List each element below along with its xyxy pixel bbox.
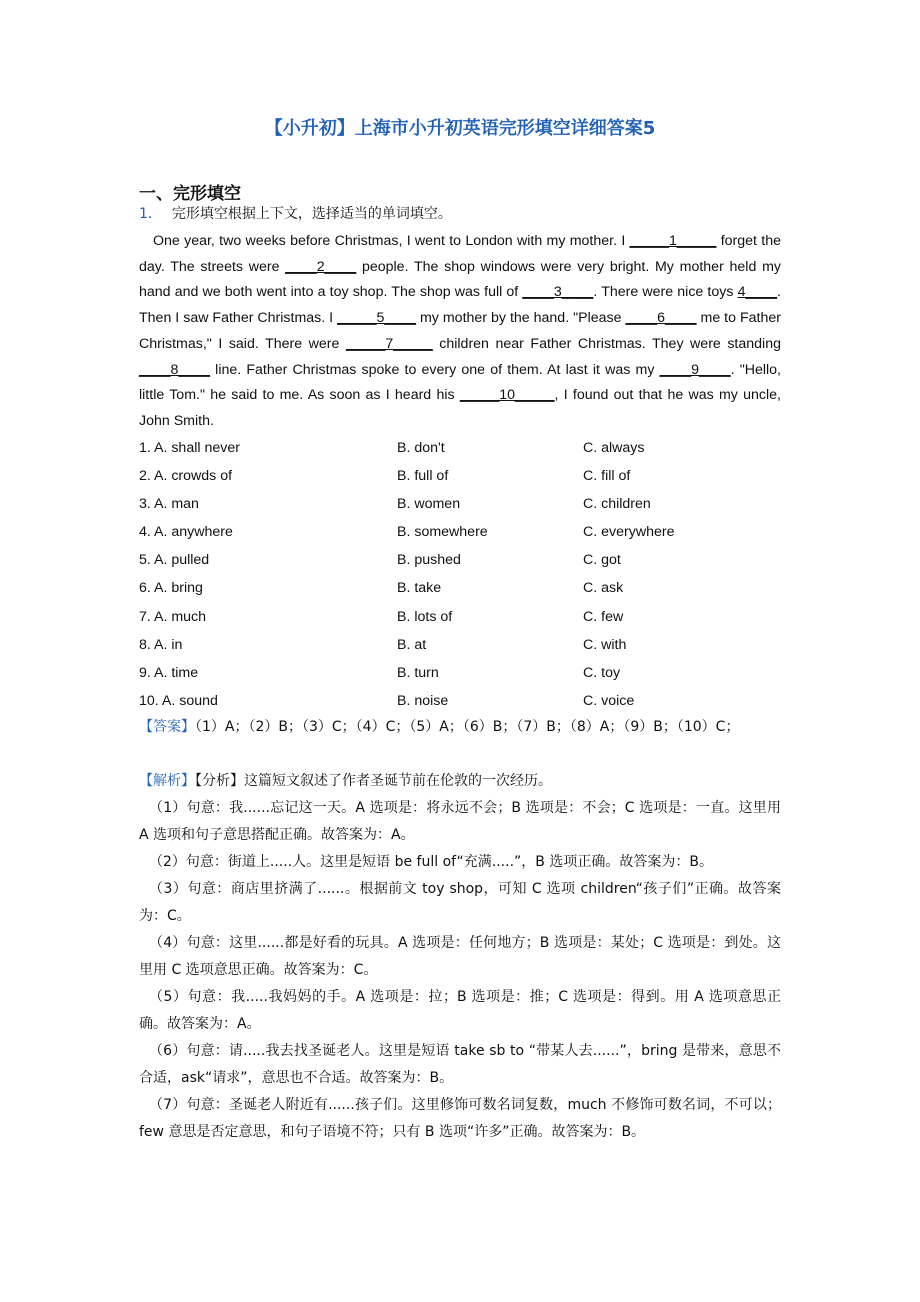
passage-text: . Then I saw Father Christmas. I: [139, 284, 781, 327]
option-row: [139, 687, 781, 715]
blank-1: _____1_____: [629, 233, 717, 249]
passage-text: . There were nice toys: [593, 284, 738, 301]
option-b: B. lots of: [397, 608, 453, 625]
section-heading: 一、完形填空: [139, 184, 241, 204]
analysis-intro: [139, 768, 781, 795]
blank-3: ____3____: [522, 284, 594, 301]
passage-text: , I found out that he was my uncle, John Smith.: [139, 387, 781, 429]
option-a: 3. A. man: [139, 496, 199, 513]
passage-text: me to Father Christmas," I said. There were: [139, 310, 781, 352]
instruction-text: 完形填空根据上下文，选择适当的单词填空。: [171, 206, 452, 222]
option-c: C. always: [583, 440, 645, 456]
option-c: C. fill of: [583, 468, 631, 485]
option-row: [139, 574, 781, 602]
analysis-item: （4）句意：这里......都是好看的玩具。A 选项是：任何地方；B 选项是：某处；C 选项是：到处。这里用 C 选项意思正确。故答案为：C。: [139, 935, 781, 978]
option-b: B. at: [397, 636, 427, 653]
option-row: [139, 631, 781, 659]
blank-7: _____7_____: [345, 335, 433, 352]
blank-4: 4____: [737, 284, 778, 301]
analysis-item: （3）句意：商店里挤满了......。根据前文 toy shop，可知 C 选项 children“孩子们”正确。故答案为：C。: [139, 881, 781, 924]
option-row: [139, 490, 781, 518]
option-a: 4. A. anywhere: [139, 524, 233, 541]
analysis-item: （6）句意：请.....我去找圣诞老人。这里是短语 take sb to “带某人去......”，bring 是带来，意思不合适，ask“请求”，意思也不合适。故答案为：B。: [139, 1043, 781, 1086]
blank-5: _____5____: [337, 310, 416, 327]
passage-text: One year, two weeks before Christmas, I went to London with my mother. I: [153, 233, 630, 249]
option-a: 1. A. shall never: [139, 440, 240, 456]
option-row: [139, 659, 781, 687]
option-c: C. toy: [583, 664, 621, 681]
passage-text: my mother by the hand. "Please: [416, 310, 626, 327]
option-a: 8. A. in: [139, 636, 183, 653]
option-b: B. turn: [397, 664, 439, 681]
blank-6: ____6____: [625, 310, 697, 327]
answer-text: （1）A；（2）B；（3）C；（4）C；（5）A；（6）B；（7）B；（8）A；（9）B；（10）C；: [195, 719, 740, 735]
option-c: C. got: [583, 552, 621, 569]
option-row: [139, 546, 781, 574]
blank-8: ____8____: [139, 361, 211, 378]
question-number: 1．: [139, 206, 162, 222]
analysis-tag: 【解析】: [139, 773, 195, 789]
page-title: 【小升初】上海市小升初英语完形填空详细答案5: [264, 118, 656, 139]
option-b: B. don't: [397, 440, 445, 456]
option-c: C. ask: [583, 580, 624, 597]
question-instruction: [139, 203, 452, 223]
option-row: [139, 462, 781, 490]
option-a: 6. A. bring: [139, 580, 203, 597]
passage-text: . "Hello, little Tom." he said to me. As soon as I heard his: [139, 361, 782, 404]
passage-text: forget the day. The streets were: [139, 233, 781, 275]
option-c: C. voice: [583, 692, 635, 709]
option-a: 10. A. sound: [139, 692, 218, 709]
option-a: 5. A. pulled: [139, 552, 210, 569]
analysis-item: （1）句意：我......忘记这一天。A 选项是：将永远不会；B 选项是：不会；C 选项是：一直。这里用 A 选项和句子意思搭配正确。故答案为：A。: [139, 800, 781, 843]
option-a: 2. A. crowds of: [139, 468, 233, 485]
option-row: [139, 603, 781, 631]
option-c: C. with: [583, 636, 627, 653]
option-b: B. women: [397, 496, 461, 513]
option-b: B. take: [397, 580, 442, 597]
option-b: B. noise: [397, 692, 449, 709]
option-a: 7. A. much: [139, 608, 207, 625]
passage-text: people. The shop windows were very bright. My mother held my hand and we both went into a toy shop. The shop was full of: [139, 258, 781, 301]
option-b: B. somewhere: [397, 524, 488, 541]
blank-2: ____2____: [285, 258, 357, 275]
option-b: B. pushed: [397, 552, 461, 569]
analysis-intro-text: 【分析】这篇短文叙述了作者圣诞节前在伦敦的一次经历。: [195, 773, 552, 789]
option-c: C. children: [583, 496, 651, 513]
answer-tag: 【答案】: [139, 719, 195, 735]
options-list: [139, 434, 781, 715]
analysis-item: （5）句意：我.....我妈妈的手。A 选项是：拉；B 选项是：推；C 选项是：得到。用 A 选项意思正确。故答案为：A。: [139, 989, 781, 1032]
option-b: B. full of: [397, 468, 449, 485]
analysis-block: [139, 768, 781, 1146]
option-row: [139, 434, 781, 462]
option-c: C. few: [583, 608, 624, 625]
blank-10: _____10_____: [459, 387, 555, 404]
answer-block: [139, 714, 781, 741]
option-c: C. everywhere: [583, 524, 675, 541]
passage-text: line. Father Christmas spoke to every one of them. At last it was my: [210, 361, 660, 378]
passage-text: children near Father Christmas. They were standing: [432, 335, 781, 352]
analysis-item: （2）句意：街道上.....人。这里是短语 be full of“充满.....”，B 选项正确。故答案为：B。: [149, 854, 713, 870]
option-row: [139, 518, 781, 546]
cloze-passage: [139, 229, 781, 435]
analysis-item: （7）句意：圣诞老人附近有......孩子们。这里修饰可数名词复数，much 不修饰可数名词，不可以； few 意思是否定意思，和句子语境不符；只有 B 选项“许多”正确。故答案为：B。: [139, 1097, 781, 1140]
blank-9: ____9____: [659, 361, 731, 378]
option-a: 9. A. time: [139, 664, 199, 681]
